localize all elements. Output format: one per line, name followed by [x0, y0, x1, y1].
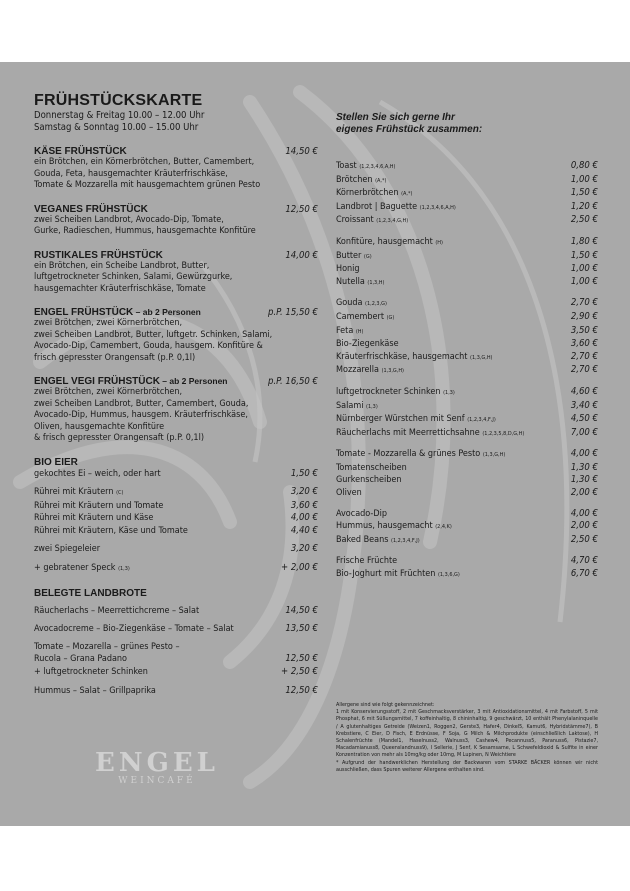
item-name: Baked Beans [336, 534, 389, 545]
breakfast-header [34, 146, 318, 157]
item-name: Hummus – Salat – Grillpaprika [34, 685, 156, 696]
item-name: Gouda [336, 298, 363, 309]
menu-item [336, 448, 598, 462]
build-your-own-title: Stellen Sie sich gerne Ihr eigenes Frühstück zusammen: [336, 112, 483, 135]
item-price: 4,00 € [290, 512, 318, 524]
item-name: Croissant [336, 215, 374, 226]
menu-item [336, 413, 598, 427]
item-group [336, 448, 598, 499]
allergen-notice: Allergene sind wie folgt gekennzeichnet: 1 mit Konservierungsstoff, 2 mit Geschmacksverstärker, 3 mit Antioxidationsmittel, 4 mit Farbstoff, 5 mit Phosphat, 6 mit Süßungsmittel, 7 koffeinhaltig, 8 chininhaltig, 9 geschwärzt, 10 enthält Phenylalaninquelle / A glutenhaltiges Getreide (Weizen1, Roggen2, Gerste3, Hafer4, Dinkel5, Kamut6, Hybridstämme7), B Krebstiere, C Eier, D Fisch, E Erdnüsse, F Soja, G Milch & Milchprodukte (einschließlich Laktose), H Schalenfrüchte (Mandel1, Haselnuss2, Walnuss3, Cashew4, Pecannuss5, Paranuss6, Pistazie7, Macadamianuss8, Queenslandnuss9), I Sellerie, J Senf, K Sesamsame, L Schwefeldioxid & Sulfite in einer Konzentration von mehr als 10mg/kg oder 10mg, M Lupinen, N Weichtiere * Aufgrund der handwerklichen Herstellung der Backwaren vom STARKE BÄCKER können wir nicht ausschließen, dass Spuren weiterer Allergene enthalten sind. [336, 702, 598, 773]
item-group [336, 236, 598, 289]
item-name: Gurkenscheiben [336, 475, 402, 486]
allergen-code: (1,3,G,H) [381, 368, 404, 375]
allergen-code: (H) [355, 328, 364, 335]
menu-item [336, 325, 598, 339]
engel-logo: ENGEL WEINCAFÉ [95, 748, 219, 786]
menu-item [336, 236, 598, 250]
item-label [336, 175, 386, 188]
item-price: 1,50 € [290, 467, 318, 479]
item-price: 4,50 € [570, 413, 598, 425]
menu-item [34, 653, 318, 666]
item-label [336, 298, 387, 311]
breakfast-description: zwei Brötchen, zwei Körnerbrötchen, [34, 387, 183, 397]
landbrote-section [34, 588, 318, 698]
breakfast-description: & frisch gepresster Orangensaft (p.P. 0,1l) [34, 433, 204, 443]
item-price: 14,50 € [285, 604, 318, 616]
item-price: 1,20 € [570, 200, 598, 212]
item-label [336, 365, 404, 378]
breakfast-note: – ab 2 Personen [159, 376, 228, 386]
menu-item [336, 214, 598, 228]
breakfast-title [34, 146, 127, 157]
breakfast-item [34, 376, 318, 445]
menu-item [336, 400, 598, 414]
item-name: Bio-Ziegenkäse [336, 339, 399, 350]
menu-item [336, 297, 598, 311]
menu-item [34, 512, 318, 525]
breakfast-description: zwei Scheiben Landbrot, Avocado-Dip, Tomate, [34, 214, 224, 225]
item-name: Nürnberger Würstchen mit Senf [336, 414, 465, 425]
item-price: 0,80 € [570, 160, 598, 171]
item-name: gekochtes Ei – weich, oder hart [34, 468, 161, 479]
breakfast-price: 14,00 € [285, 249, 318, 261]
item-price: 2,00 € [570, 520, 598, 532]
item-price: 3,60 € [290, 499, 318, 511]
item-price: 2,70 € [570, 364, 598, 376]
item-price: 1,30 € [570, 474, 598, 486]
menu-item [34, 500, 318, 513]
item-group [336, 386, 598, 440]
item-label [34, 513, 153, 525]
menu-sheet [0, 62, 630, 826]
allergen-code: (A,*) [401, 191, 413, 198]
breakfast-header [34, 376, 318, 387]
allergen-code: (G) [363, 253, 372, 260]
item-label [34, 469, 161, 481]
allergen-code: (A,*) [375, 177, 387, 184]
item-name: Tomate – Mozarella – grünes Pesto – [34, 641, 180, 652]
item-price: + 2,00 € [280, 562, 318, 574]
item-group [336, 508, 598, 548]
breakfast-description: Avocado-Dip, Hummus, hausgem. Kräuterfrischkäse, [34, 410, 248, 420]
item-name: Tomatenscheiben [336, 462, 407, 473]
allergen-code: (2,4,K) [435, 524, 452, 531]
item-name: Avocadocreme – Bio-Ziegenkäse – Tomate – Salat [34, 624, 234, 635]
landbrote-title: BELEGTE LANDBROTE [34, 587, 147, 599]
item-price: 1,50 € [570, 187, 598, 199]
item-label [336, 449, 505, 462]
menu-item [336, 427, 598, 441]
item-price: 2,50 € [570, 533, 598, 545]
item-price: 1,00 € [570, 275, 598, 287]
item-label [336, 237, 443, 250]
right-column [336, 112, 598, 590]
item-label [336, 312, 394, 325]
menu-item [34, 623, 318, 636]
breakfast-name: VEGANES FRÜHSTÜCK [34, 203, 148, 215]
allergen-code: (H) [435, 239, 443, 246]
breakfast-description: Gouda, Feta, hausgemachter Kräuterfrischkäse, [34, 168, 228, 179]
item-price: 12,50 € [285, 684, 318, 696]
item-label [336, 414, 496, 427]
item-label [34, 487, 123, 500]
allergen-code: (1,3,G,H) [470, 354, 493, 361]
allergen-code: (1,2,3,4,G,H) [376, 218, 409, 225]
menu-item [336, 534, 598, 548]
item-label [336, 277, 384, 290]
item-name: Camembert [336, 311, 385, 322]
item-label [336, 535, 420, 548]
allergen-code: (1,3,H) [367, 279, 385, 286]
breakfast-description: zwei Scheiben Landbrot, Butter, Camembert, Gouda, [34, 398, 249, 409]
bio-eggs-section [34, 457, 318, 576]
menu-item [336, 508, 598, 521]
item-price: 13,50 € [285, 623, 318, 635]
breakfast-item [34, 146, 318, 192]
breakfast-header [34, 250, 318, 261]
breakfast-price: p.P. 15,50 € [267, 307, 318, 318]
item-name: + gebratener Speck [34, 563, 116, 574]
left-column [34, 92, 318, 697]
menu-item [336, 520, 598, 534]
opening-hours: Donnerstag & Freitag 10.00 – 12.00 Uhr Samstag & Sonntag 10.00 – 15.00 Uhr [34, 110, 205, 133]
breakfast-title [34, 204, 148, 215]
item-group [336, 160, 598, 228]
breakfast-description: ein Brötchen, ein Scheibe Landbrot, Butter, [34, 260, 210, 271]
menu-item [336, 276, 598, 290]
item-price: 1,00 € [570, 173, 598, 185]
menu-item [34, 642, 318, 654]
item-price: 6,70 € [570, 568, 598, 580]
menu-item [34, 486, 318, 500]
breakfast-name: ENGEL FRÜHSTÜCK [34, 307, 134, 318]
item-label [34, 544, 100, 556]
item-name: Rucola – Grana Padano [34, 654, 128, 665]
breakfast-description: Oliven, hausgemachte Konfitüre [34, 421, 165, 432]
item-price: 3,40 € [570, 399, 598, 411]
breakfast-price: 14,50 € [285, 146, 318, 157]
item-name: Räucherlachs – Meerrettichcreme – Salat [34, 605, 200, 616]
item-label [336, 556, 397, 568]
item-label [336, 387, 455, 400]
item-name: + luftgetrockneter Schinken [34, 667, 148, 678]
item-price: 3,60 € [570, 338, 598, 350]
menu-item [34, 666, 318, 679]
item-name: Feta [336, 325, 354, 336]
item-price: 12,50 € [285, 653, 318, 665]
item-label [336, 488, 362, 500]
item-price: 2,90 € [570, 310, 598, 322]
breakfast-price: 12,50 € [285, 203, 318, 215]
item-price: 1,30 € [570, 461, 598, 473]
breakfast-price: p.P. 16,50 € [267, 376, 318, 387]
item-price: 4,70 € [570, 555, 598, 567]
menu-item [34, 543, 318, 556]
item-name: Bio-Joghurt mit Früchten [336, 569, 436, 580]
allergen-code: (1,2,3,4,F,J) [467, 417, 496, 424]
item-name: Mozzarella [336, 365, 379, 376]
allergen-code: (1,3) [118, 566, 130, 573]
breakfast-description: ein Brötchen, ein Körnerbrötchen, Butter, Camembert, [34, 157, 255, 167]
menu-item [34, 685, 318, 698]
item-name: Tomate - Mozzarella & grünes Pesto [336, 449, 481, 460]
menu-item [336, 187, 598, 201]
menu-item [336, 338, 598, 351]
menu-item [336, 474, 598, 487]
breakfast-description: zwei Scheiben Landbrot, Butter, luftgetr. Schinken, Salami, [34, 329, 273, 340]
item-name: Hummus, hausgemacht [336, 521, 433, 532]
item-label [34, 501, 163, 513]
item-price: 4,00 € [570, 507, 598, 519]
breakfast-description: Avocado-Dip, Camembert, Gouda, hausgem. Konfitüre & [34, 341, 263, 351]
breakfast-list [34, 146, 318, 445]
menu-item [34, 605, 318, 618]
item-group [336, 297, 598, 378]
menu-item [336, 462, 598, 475]
item-name: Honig [336, 264, 360, 275]
menu-item [34, 562, 318, 576]
item-price: 3,50 € [570, 324, 598, 336]
item-name: Butter [336, 250, 362, 261]
item-price: 4,40 € [290, 524, 318, 536]
item-label [336, 352, 492, 365]
item-price: 2,50 € [570, 214, 598, 226]
menu-item [34, 525, 318, 538]
menu-item [336, 364, 598, 378]
breakfast-item [34, 204, 318, 238]
item-price: 2,00 € [570, 487, 598, 499]
item-price: 4,00 € [570, 448, 598, 460]
item-name: Rührei mit Kräutern, Käse und Tomate [34, 525, 188, 536]
bio-eggs-title: BIO EIER [34, 456, 78, 468]
menu-item [336, 487, 598, 500]
allergen-code: (G) [386, 314, 395, 321]
item-label [336, 569, 460, 582]
allergen-code: (1,2,3,4,F,J) [391, 537, 420, 544]
allergen-code: (1,2,3,4,6,A,H) [419, 204, 456, 211]
item-price: 4,60 € [570, 385, 598, 397]
item-name: Salami [336, 400, 364, 411]
breakfast-description: frisch gepresster Orangensaft (p.P. 0,1l) [34, 352, 196, 363]
item-label [336, 401, 378, 414]
a-la-carte-list [336, 160, 598, 582]
item-label [34, 563, 130, 576]
allergen-code: (1,3) [443, 389, 455, 396]
menu-item [336, 555, 598, 568]
breakfast-description: hausgemachter Kräuterfrischkäse, Tomate [34, 283, 206, 294]
breakfast-description: Gurke, Radieschen, Hummus, hausgemachte Konfitüre [34, 226, 256, 236]
menu-item [34, 468, 318, 481]
item-label [336, 264, 360, 276]
item-name: Oliven [336, 488, 362, 499]
item-label [336, 215, 408, 228]
breakfast-note: – ab 2 Personen [133, 307, 201, 317]
allergen-code: (1,3,G,H) [482, 452, 506, 459]
breakfast-name: RUSTIKALES FRÜHSTÜCK [34, 249, 163, 261]
item-price: 1,50 € [570, 249, 598, 261]
breakfast-title [34, 250, 163, 261]
item-price: + 2,50 € [280, 666, 318, 678]
item-label [34, 526, 188, 538]
item-name: Toast [336, 161, 357, 171]
item-group [336, 555, 598, 581]
item-label [336, 521, 452, 534]
item-name: luftgetrockneter Schinken [336, 386, 441, 397]
item-label [336, 202, 456, 215]
allergen-code: (1,3) [366, 403, 378, 410]
menu-item [336, 386, 598, 400]
item-label [336, 475, 402, 487]
menu-item [336, 351, 598, 365]
item-name: Frische Früchte [336, 556, 398, 567]
allergen-code: (1,2,3,G) [365, 301, 387, 308]
allergen-code: (C) [116, 490, 124, 497]
breakfast-description: zwei Brötchen, zwei Körnerbrötchen, [34, 318, 183, 328]
item-label [336, 463, 407, 475]
item-label [336, 188, 412, 201]
breakfast-description: luftgetrockneter Schinken, Salami, Gewürzgurke, [34, 272, 233, 282]
item-name: Rührei mit Kräutern und Käse [34, 513, 154, 524]
menu-item [336, 201, 598, 215]
item-price: 7,00 € [570, 426, 598, 438]
item-name: Nutella [336, 276, 365, 287]
item-name: Körnerbrötchen [336, 188, 399, 199]
breakfast-title [34, 307, 201, 318]
breakfast-item [34, 250, 318, 296]
item-name: Rührei mit Kräutern [34, 487, 114, 498]
item-label [336, 326, 363, 339]
item-name: Landbrot | Baguette [336, 201, 418, 212]
item-price: 2,70 € [570, 297, 598, 309]
item-name: Avocado-Dip [336, 508, 387, 519]
menu-item [336, 250, 598, 264]
item-price: 3,20 € [290, 486, 318, 498]
breakfast-name: KÄSE FRÜHSTÜCK [34, 146, 127, 157]
item-price: 1,00 € [570, 263, 598, 275]
item-price: 2,70 € [570, 350, 598, 362]
item-label [336, 251, 372, 264]
menu-item [336, 568, 598, 582]
menu-item [336, 263, 598, 276]
breakfast-name: ENGEL VEGI FRÜHSTÜCK [34, 376, 160, 387]
item-name: Konfitüre, hausgemacht [336, 236, 433, 247]
allergen-code: (1,3,6,G) [437, 572, 460, 579]
page-title: FRÜHSTÜCKSKARTE [34, 92, 203, 109]
breakfast-description: Tomate & Mozzarella mit hausgemachtem grünen Pesto [34, 180, 261, 190]
item-price: 1,80 € [570, 235, 598, 247]
breakfast-item [34, 307, 318, 364]
item-label [336, 428, 524, 441]
item-label [336, 161, 395, 174]
item-name: Brötchen [336, 174, 373, 185]
breakfast-title [34, 376, 228, 387]
item-name: Räucherlachs mit Meerrettichsahne [336, 427, 480, 438]
item-price: 3,20 € [290, 543, 318, 555]
item-name: zwei Spiegeleier [34, 544, 101, 555]
item-label [336, 509, 387, 521]
breakfast-header [34, 204, 318, 215]
allergen-code: (1,2,3,5,8,D,G,H) [482, 430, 525, 437]
menu-item [336, 160, 598, 174]
breakfast-header [34, 307, 318, 318]
menu-item [336, 174, 598, 188]
allergen-code: (1,2,3,4,6,A,H) [359, 164, 396, 170]
item-label [336, 339, 399, 351]
menu-item [336, 311, 598, 325]
item-name: Rührei mit Kräutern und Tomate [34, 500, 164, 511]
item-name: Kräuterfrischkäse, hausgemacht [336, 351, 468, 362]
